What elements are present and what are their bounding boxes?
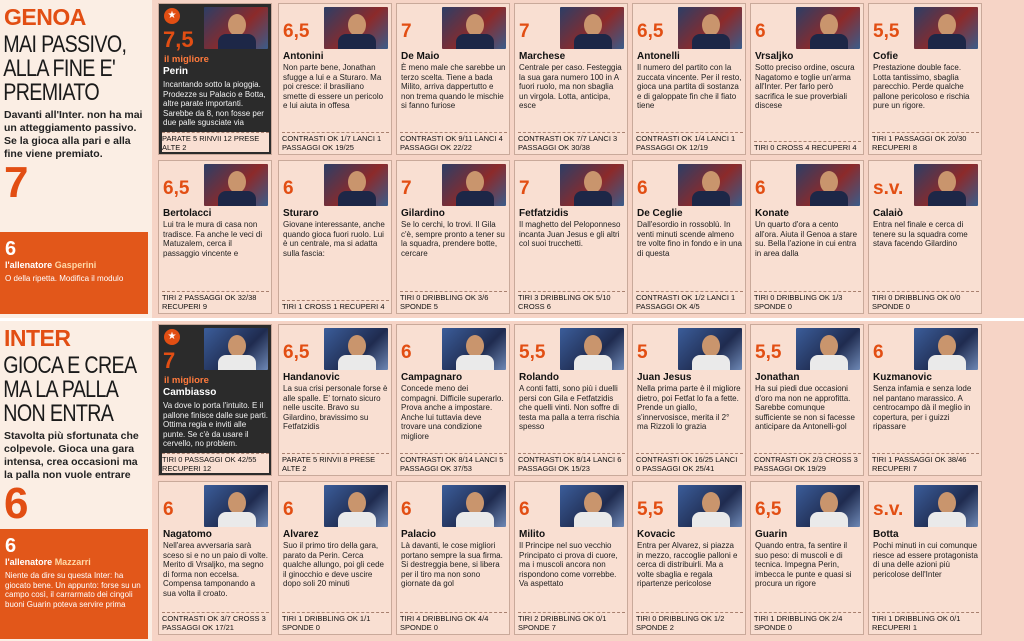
player-photo — [678, 164, 742, 206]
player-name: Botta — [873, 529, 899, 540]
coach-box — [0, 529, 148, 639]
player-vote: 6 — [637, 178, 648, 199]
player-name: Konate — [755, 208, 789, 219]
coach-label: l'allenatore — [5, 260, 53, 270]
player-description: Sotto preciso ordine, oscura Nagatomo e toglie un'arma all'Inter. Per farlo però sacrifica le sue proverbiali discese — [755, 63, 855, 111]
player-name: Jonathan — [755, 372, 800, 383]
player-description: Il maghetto del Peloponneso incanta Juan Jesus e gli altri col suoi trucchetti. — [519, 220, 621, 249]
player-vote: s.v. — [873, 499, 904, 520]
player-description: Entra per Alvarez, si piazza in mezzo, raccoglie palloni e cerca di distribuirli. Ma a volte sbaglia e regala ripartenze pericolose — [637, 541, 738, 589]
player-photo — [914, 164, 978, 206]
player-card — [158, 324, 272, 476]
player-photo — [560, 7, 624, 49]
player-description: Senza infamia e senza lode nel pantano marassico. A centrocampo dà il meglio in copertura, per i guizzi ripassare — [873, 384, 972, 432]
player-card — [868, 3, 982, 155]
player-vote: 6 — [283, 178, 294, 199]
coach-name: Mazzarri — [54, 557, 91, 567]
player-description: Suo il primo tiro della gara, parato da Perin. Cerca qualche allungo, poi gli cede il ginocchio e deve uscire dopo soli 20 minuti — [283, 541, 384, 589]
team-name: GENOA — [4, 4, 86, 30]
player-name: Antonelli — [637, 51, 680, 62]
player-stats: TIRI 0 CROSS 4 RECUPERI 4 — [754, 141, 861, 152]
player-photo — [560, 328, 624, 370]
player-card — [750, 160, 864, 314]
player-name: Bertolacci — [163, 208, 212, 219]
player-vote: 6,5 — [163, 178, 190, 199]
coach-box — [0, 232, 148, 314]
team-headline: GIOCA E CREA MA LA PALLA NON ENTRA — [3, 352, 136, 427]
player-vote: 6 — [755, 178, 766, 199]
player-vote: 6,5 — [283, 21, 310, 42]
player-photo — [678, 328, 742, 370]
player-vote: 6 — [519, 499, 530, 520]
player-description: Non parte bene, Jonathan sfugge a lui e a Sturaro. Ma poi cresce: il brasiliano smette di essere un pericolo e lui aiuta in offesa — [283, 63, 384, 111]
player-vote: 6 — [755, 21, 766, 42]
player-stats: CONTRASTI OK 3/7 CROSS 3 PASSAGGI OK 17/21 — [162, 612, 269, 632]
player-card — [514, 324, 628, 476]
player-photo — [796, 485, 860, 527]
player-name: Antonini — [283, 51, 324, 62]
player-description: Un quarto d'ora a cento all'ora. Aiuta il Genoa a stare su. Bella l'azione in cui entra in area dalla — [755, 220, 858, 258]
coach-vote: 6 — [5, 535, 17, 557]
genoa-section — [0, 0, 1024, 318]
player-card — [632, 481, 746, 635]
coach-vote: 6 — [5, 238, 17, 260]
player-photo — [678, 7, 742, 49]
player-stats: TIRI 0 DRIBBLING OK 1/3 SPONDE 0 — [754, 291, 861, 311]
player-stats: TIRI 0 DRIBBLING OK 3/6 SPONDE 5 — [400, 291, 507, 311]
player-stats: TIRI 2 DRIBBLING OK 0/1 SPONDE 7 — [518, 612, 625, 632]
player-description: Giovane interessante, anche quando gioca fuori ruolo. Lui è un centrale, ma si adatta sulla fascia: — [283, 220, 385, 258]
player-vote: 6,5 — [755, 499, 782, 520]
player-description: Dall'esordio in rossoblù. In venti minuti scende almeno tre volte fino in fondo e in una di questa — [637, 220, 742, 258]
player-stats: PARATE 5 RINVII 8 PRESE ALTE 2 — [282, 453, 389, 473]
player-vote: 5,5 — [519, 342, 546, 363]
player-vote: 7 — [519, 178, 530, 199]
player-card — [632, 324, 746, 476]
player-description: Quando entra, fa sentire il suo peso: di muscoli e di tecnica. Impegna Perin, imbecca le punte e quasi si procura un rigore — [755, 541, 852, 589]
player-stats: CONTRASTI OK 8/14 LANCI 5 PASSAGGI OK 37/53 — [400, 453, 507, 473]
player-name: Vrsaljko — [755, 51, 794, 62]
player-card — [396, 160, 510, 314]
player-name: Marchese — [519, 51, 566, 62]
player-vote: 7,5 — [163, 27, 194, 52]
best-label: il migliore — [164, 375, 209, 386]
player-description: Il numero del partito con la zuccata vincente. Per il resto, gioca una partita di sostanza e di galoppate fin che il fiato tiene — [637, 63, 742, 111]
player-photo — [442, 485, 506, 527]
player-stats: CONTRASTI OK 1/2 LANCI 1 PASSAGGI OK 4/5 — [636, 291, 743, 311]
player-photo — [442, 7, 506, 49]
player-card — [396, 3, 510, 155]
team-description: Davanti all'Inter. non ha mai un atteggiamento passivo. Se la gioca alla pari e alla fine viene premiato. — [4, 109, 143, 160]
player-card — [750, 3, 864, 155]
player-stats: TIRI 0 PASSAGGI OK 42/55 RECUPERI 12 — [162, 453, 269, 473]
coach-text: O della ripetta. Modifica il modulo — [5, 274, 124, 283]
team-description: Stavolta più sfortunata che colpevole. Gioca una gara intensa, crea occasioni ma la palla non vuole entrare — [4, 430, 139, 481]
player-description: Centrale per caso. Festeggia la sua gara numero 100 in A fuori ruolo, ma non sbaglia un virgola. Lotta, anticipa, esce — [519, 63, 622, 111]
player-description: Se lo cerchi, lo trovi. Il Gila c'è, sempre pronto a tener su la squadra, prendere botte, cercare — [401, 220, 505, 258]
player-photo — [442, 164, 506, 206]
player-name: Sturaro — [283, 208, 319, 219]
player-description: Pochi minuti in cui comunque riesce ad essere protagonista di una delle azioni più pericolose dell'Inter — [873, 541, 978, 579]
player-description: Lui tra le mura di casa non tradisce. Fa anche le veci di Matuzalem, cerca il passaggio vincente e — [163, 220, 263, 258]
player-name: Palacio — [401, 529, 437, 540]
player-photo — [324, 164, 388, 206]
player-description: Nella prima parte è il migliore dietro, poi Fetfat lo fa a fette. Prende un giallo, s'innervosisce, merita il 2° ma Rizzoli lo grazia — [637, 384, 741, 432]
player-stats: TIRI 1 PASSAGGI OK 20/30 RECUPERI 8 — [872, 132, 979, 152]
player-description: Prestazione double face. Lotta tantissimo, sbaglia parecchio. Perde qualche pallone pericoloso e rischia pure un rigore. — [873, 63, 970, 111]
player-name: Milito — [519, 529, 546, 540]
player-description: Entra nel finale e cerca di tenere su la squadra come stava facendo Gilardino — [873, 220, 968, 249]
coach-text: Niente da dire su questa Inter: ha giocato bene. Un appunto: forse su un campo così, il carrarmato dei cingoli buoni Guarin poteva servire prima — [5, 571, 141, 609]
player-name: Cofie — [873, 51, 898, 62]
player-vote: 7 — [401, 21, 412, 42]
player-vote: 5,5 — [873, 21, 900, 42]
player-card — [868, 481, 982, 635]
player-card — [278, 3, 392, 155]
player-stats: TIRI 0 DRIBBLING OK 1/2 SPONDE 2 — [636, 612, 743, 632]
player-photo — [796, 7, 860, 49]
player-name: Perin — [163, 66, 189, 77]
player-card — [278, 160, 392, 314]
player-vote: 5,5 — [637, 499, 664, 520]
player-stats: CONTRASTI OK 1/4 LANCI 1 PASSAGGI OK 12/19 — [636, 132, 743, 152]
player-vote: 6,5 — [283, 342, 310, 363]
player-description: Ha sui piedi due occasioni d'oro ma non ne approfitta. Sarebbe comunque sufficiente se non si facesse anticipare da Antonelli-gol — [755, 384, 855, 432]
player-photo — [914, 485, 978, 527]
player-stats: PARATE 5 RINVII 12 PRESE ALTE 2 — [162, 132, 269, 152]
player-card — [396, 481, 510, 635]
player-vote: 6 — [283, 499, 294, 520]
player-description: Nell'area avversaria sarà sceso si e no un paio di volte. Merito di Vrsaljko, ma segno di forma non eccelsa. Compensa tamponando a sua volta il croato. — [163, 541, 268, 598]
player-name: Gilardino — [401, 208, 445, 219]
player-vote: 6 — [873, 342, 884, 363]
player-stats: TIRI 1 DRIBBLING OK 0/1 RECUPERI 1 — [872, 612, 979, 632]
player-description: La sua crisi personale forse è alle spalle. E' tornato sicuro nelle uscite. Bravo su Gilardino, bravissimo su Fetfatzidis — [283, 384, 388, 432]
player-photo — [204, 7, 268, 49]
coach-name: Gasperini — [54, 260, 97, 270]
player-stats: CONTRASTI OK 9/11 LANCI 4 PASSAGGI OK 22/22 — [400, 132, 507, 152]
player-vote: 6 — [401, 342, 412, 363]
player-name: Alvarez — [283, 529, 319, 540]
best-player-icon: ★ — [164, 329, 180, 345]
player-name: Kovacic — [637, 529, 676, 540]
player-name: Nagatomo — [163, 529, 212, 540]
inter-section — [0, 321, 1024, 641]
player-card — [514, 3, 628, 155]
player-photo — [914, 7, 978, 49]
player-name: Handanovic — [283, 372, 340, 383]
player-vote: 6,5 — [637, 21, 664, 42]
player-stats: TIRI 0 DRIBBLING OK 0/0 SPONDE 0 — [872, 291, 979, 311]
player-stats: TIRI 1 DRIBBLING OK 1/1 SPONDE 0 — [282, 612, 389, 632]
player-photo — [324, 328, 388, 370]
team-name: INTER — [4, 325, 71, 351]
player-card — [868, 160, 982, 314]
player-name: De Maio — [401, 51, 440, 62]
player-vote: s.v. — [873, 178, 904, 199]
player-vote: 6 — [401, 499, 412, 520]
player-photo — [204, 328, 268, 370]
player-description: Incantando sotto la pioggia. Prodezze su Palacio e Botta, altre parate importanti. Sarebbe da 8, non fosse per due palle sgusciate via — [163, 80, 266, 128]
player-photo — [796, 328, 860, 370]
player-name: Kuzmanovic — [873, 372, 932, 383]
player-card — [750, 481, 864, 635]
coach-label: l'allenatore — [5, 557, 53, 567]
team-vote: 6 — [4, 479, 29, 528]
player-stats: TIRI 2 PASSAGGI OK 32/38 RECUPERI 9 — [162, 291, 269, 311]
player-description: È meno male che sarebbe un terzo scelta. Tiene a bada Milito, arriva dappertutto e non trema quando le mischie si fanno furiose — [401, 63, 506, 111]
player-photo — [914, 328, 978, 370]
player-vote: 5,5 — [755, 342, 782, 363]
player-name: Juan Jesus — [637, 372, 692, 383]
player-card — [514, 481, 628, 635]
player-stats: CONTRASTI OK 2/3 CROSS 3 PASSAGGI OK 19/29 — [754, 453, 861, 473]
player-name: Campagnaro — [401, 372, 463, 383]
player-vote: 7 — [163, 348, 176, 373]
player-card — [396, 324, 510, 476]
player-stats: CONTRASTI OK 16/25 LANCI 0 PASSAGGI OK 25/41 — [636, 453, 743, 473]
player-card — [158, 160, 272, 314]
player-description: Concede meno dei compagni. Difficile superarlo. Prova anche a impostare. Anche lui tuttavia deve trovare una condizione migliore — [401, 384, 504, 441]
player-name: Calaiò — [873, 208, 904, 219]
player-stats: CONTRASTI OK 1/7 LANCI 1 PASSAGGI OK 19/25 — [282, 132, 389, 152]
player-card — [278, 324, 392, 476]
player-name: Cambiasso — [163, 387, 217, 398]
player-photo — [442, 328, 506, 370]
player-card — [750, 324, 864, 476]
player-vote: 7 — [401, 178, 412, 199]
player-photo — [324, 485, 388, 527]
player-name: Guarin — [755, 529, 788, 540]
team-headline: MAI PASSIVO, ALLA FINE E' PREMIATO — [3, 31, 127, 106]
player-name: Rolando — [519, 372, 559, 383]
player-description: A conti fatti, sono più i duelli persi con Gila e Fetfatzidis che quelli vinti. Non soffre di testa ma palla a terra rischia spesso — [519, 384, 620, 432]
player-card — [632, 160, 746, 314]
player-photo — [204, 164, 268, 206]
player-stats: TIRI 1 PASSAGGI OK 38/46 RECUPERI 7 — [872, 453, 979, 473]
player-card — [514, 160, 628, 314]
player-card — [632, 3, 746, 155]
player-description: Là davanti, le cose migliori portano sempre la sua firma. Si destreggia bene, si libera per il tiro ma non sono giornate da gol — [401, 541, 503, 589]
player-stats: TIRI 1 CROSS 1 RECUPERI 4 — [282, 300, 389, 311]
player-card — [278, 481, 392, 635]
player-photo — [560, 485, 624, 527]
player-card — [868, 324, 982, 476]
player-stats: TIRI 4 DRIBBLING OK 4/4 SPONDE 0 — [400, 612, 507, 632]
player-stats: TIRI 1 DRIBBLING OK 2/4 SPONDE 0 — [754, 612, 861, 632]
player-vote: 7 — [519, 21, 530, 42]
player-card — [158, 3, 272, 155]
player-name: De Ceglie — [637, 208, 683, 219]
best-label: il migliore — [164, 54, 209, 65]
player-stats: CONTRASTI OK 7/7 LANCI 3 PASSAGGI OK 30/38 — [518, 132, 625, 152]
player-name: Fetfatzidis — [519, 208, 569, 219]
player-vote: 5 — [637, 342, 648, 363]
player-stats: CONTRASTI OK 8/14 LANCI 6 PASSAGGI OK 15/23 — [518, 453, 625, 473]
player-stats: TIRI 3 DRIBBLING OK 5/10 CROSS 6 — [518, 291, 625, 311]
player-description: Il Principe nel suo vecchio Principato ci prova di cuore, ma i muscoli ancora non rispondono come vorrebbe. Va aspettato — [519, 541, 618, 589]
player-photo — [796, 164, 860, 206]
player-description: Va dove lo porta l'intuito. E il pallone finisce dalle sue parti. Ottima regia e inviti alle punte. Se c'è da usare il cervello, no problem. — [163, 401, 268, 449]
team-vote: 7 — [4, 158, 29, 207]
player-photo — [324, 7, 388, 49]
player-card — [158, 481, 272, 635]
player-photo — [678, 485, 742, 527]
player-photo — [560, 164, 624, 206]
player-photo — [204, 485, 268, 527]
best-player-icon: ★ — [164, 8, 180, 24]
player-vote: 6 — [163, 499, 174, 520]
